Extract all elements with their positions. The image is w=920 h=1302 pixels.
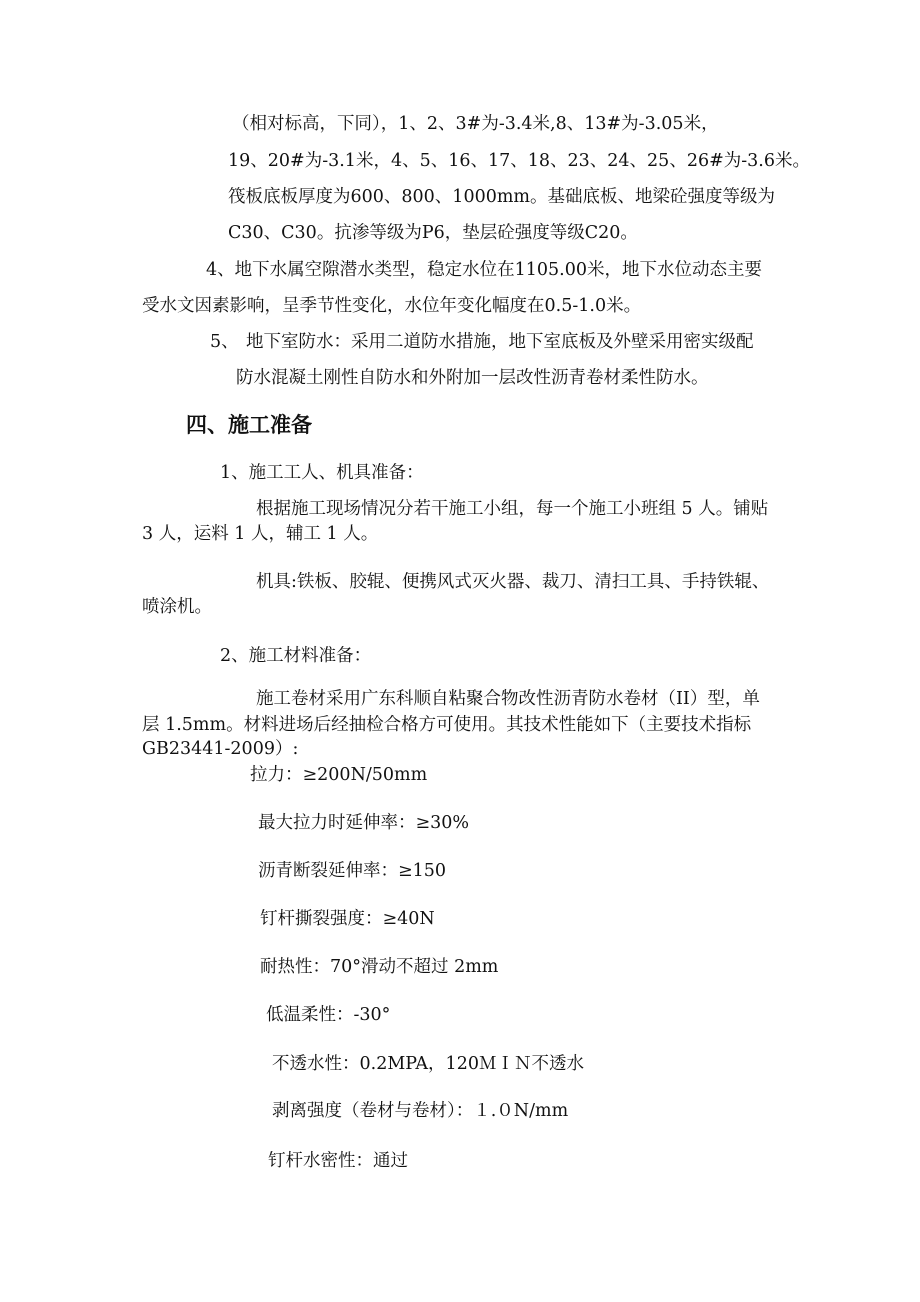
item5-line2: 防水混凝土刚性自防水和外附加一层改性沥青卷材柔性防水。 (236, 368, 709, 388)
item4-line2: 受水文因素影响，呈季节性变化，水位年变化幅度在0.5-1.0米。 (142, 296, 642, 316)
item3-line2: 19、20#为-3.1米，4、5、16、17、18、23、24、25、26#为-3.6米。 (228, 151, 810, 171)
sub2-para-line1: 施工卷材采用广东科顺自粘聚合物改性沥青防水卷材（II）型，单 (256, 689, 760, 709)
item3-line4: C30、C30。抗渗等级为P6，垫层砼强度等级C20。 (228, 223, 638, 243)
sub2-para-line3: GB23441-2009）: (142, 739, 299, 759)
spec-low-temp-flexibility: 低温柔性：-30° (266, 1005, 391, 1025)
spec-impermeability: 不透水性：0.2MPA，120ＭＩＮ不透水 (272, 1054, 584, 1074)
subsection-title-1: 1、施工工人、机具准备： (220, 463, 424, 483)
item3-line1: （相对标高，下同），1、2、3#为-3.4米,8、13#为-3.05米， (232, 114, 719, 134)
sub1-para2-line2: 喷涂机。 (142, 597, 212, 617)
item3-line3: 筏板底板厚度为600、800、1000mm。基础底板、地梁砼强度等级为 (228, 187, 776, 207)
spec-nail-tear-strength: 钉杆撕裂强度：≥40N (260, 909, 435, 929)
spec-asphalt-break-elongation: 沥青断裂延伸率：≥150 (258, 861, 447, 881)
spec-heat-resistance: 耐热性：70°滑动不超过 2mm (260, 957, 499, 977)
spec-nail-watertightness: 钉杆水密性：通过 (268, 1151, 408, 1171)
sub2-para-line2: 层 1.5mm。材料进场后经抽检合格方可使用。其技术性能如下（主要技术指标 (142, 715, 752, 735)
sub1-para1-line1: 根据施工现场情况分若干施工小组，每一个施工小班组 5 人。铺贴 (256, 499, 769, 519)
sub1-para2-line1: 机具:铁板、胶辊、便携风式灭火器、裁刀、清扫工具、手持铁辊、 (256, 572, 770, 592)
item4-line1: 4、地下水属空隙潜水类型，稳定水位在1105.00米，地下水位动态主要 (206, 260, 762, 280)
subsection-title-2: 2、施工材料准备： (220, 646, 372, 666)
spec-peel-strength: 剥离强度（卷材与卷材）：１.０N/mm (272, 1101, 569, 1121)
spec-tensile: 拉力：≥200N/50mm (250, 765, 428, 785)
sub1-para1-line2: 3 人，运料 1 人，辅工 1 人。 (142, 524, 379, 544)
item5-line1: 地下室防水：采用二道防水措施，地下室底板及外壁采用密实级配 (246, 332, 754, 352)
item5-number: 5、 (210, 332, 239, 352)
spec-elongation-max-tension: 最大拉力时延伸率：≥30% (258, 813, 470, 833)
section-heading: 四、施工准备 (186, 413, 312, 437)
